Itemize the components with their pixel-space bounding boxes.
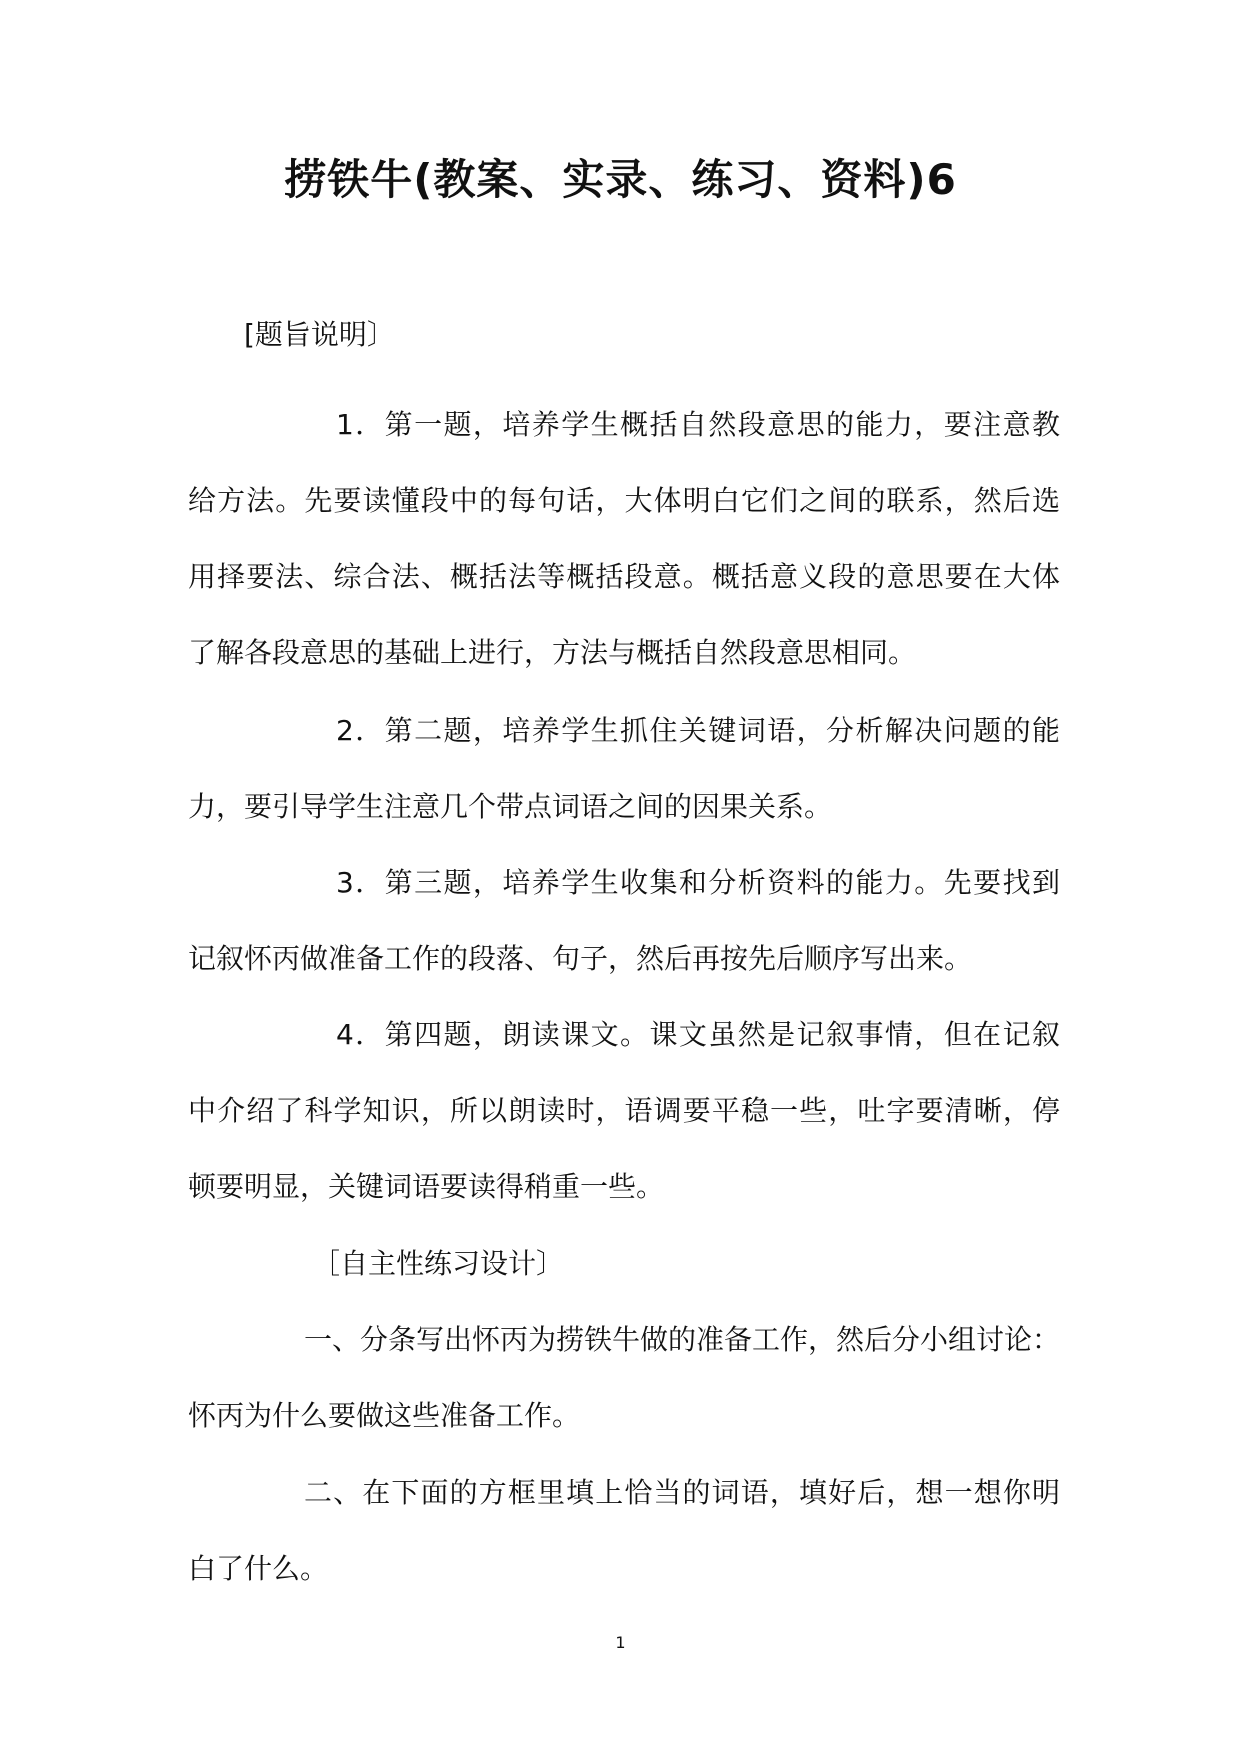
page-number: 1	[615, 1633, 626, 1652]
paragraph-line: 记叙怀丙做准备工作的段落、句子，然后再按先后顺序写出来。	[188, 942, 973, 975]
section-heading-exercises: ［自主性练习设计〕	[312, 1247, 565, 1280]
paragraph-line: 二、在下面的方框里填上恰当的词语，填好后，想一想你明	[304, 1476, 1060, 1509]
document-title: 捞铁牛(教案、实录、练习、资料)6	[284, 155, 957, 204]
paragraph-line: 2．第二题，培养学生抓住关键词语，分析解决问题的能	[336, 714, 1060, 747]
paragraph-line: 给方法。先要读懂段中的每句话，大体明白它们之间的联系，然后选	[188, 484, 1060, 517]
paragraph-line: 中介绍了科学知识，所以朗读时，语调要平稳一些，吐字要清晰，停	[188, 1094, 1060, 1127]
paragraph-line: 用择要法、综合法、概括法等概括段意。概括意义段的意思要在大体	[188, 560, 1060, 593]
paragraph-line: 1．第一题，培养学生概括自然段意思的能力，要注意教	[336, 408, 1060, 441]
paragraph-line: 力，要引导学生注意几个带点词语之间的因果关系。	[188, 790, 833, 823]
paragraph-line: 了解各段意思的基础上进行，方法与概括自然段意思相同。	[188, 636, 917, 669]
section-heading-purpose: [题旨说明〕	[244, 318, 395, 351]
paragraph-line: 3．第三题，培养学生收集和分析资料的能力。先要找到	[336, 866, 1060, 899]
paragraph-line: 白了什么。	[188, 1552, 329, 1585]
paragraph-line: 顿要明显，关键词语要读得稍重一些。	[188, 1170, 665, 1203]
paragraph-line: 一、分条写出怀丙为捞铁牛做的准备工作，然后分小组讨论：	[304, 1323, 1061, 1356]
paragraph-line: 4．第四题，朗读课文。课文虽然是记叙事情，但在记叙	[336, 1018, 1060, 1051]
paragraph-line: 怀丙为什么要做这些准备工作。	[188, 1399, 581, 1432]
